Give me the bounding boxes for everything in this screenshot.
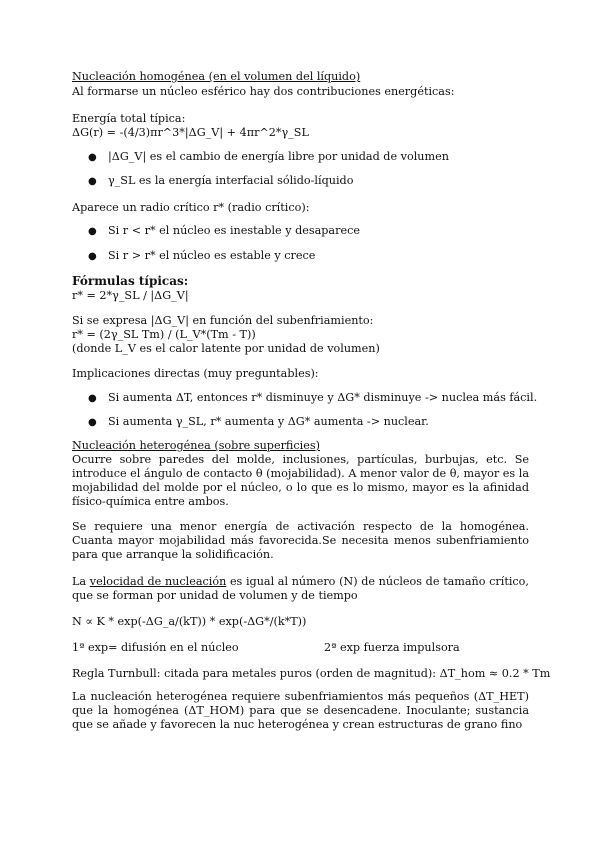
exp1-text: 1ª exp= difusión en el núcleo (72, 641, 239, 654)
exp-row (72, 641, 460, 655)
bullet-dot: ● (88, 226, 97, 237)
nucleation-rate-term: velocidad de nucleación (89, 575, 227, 588)
para-contact-angle: Ocurre sobre paredes del molde, inclusiones, partículas, burbujas, etc. Se introduce el ángulo de contacto θ (mojabilidad). A menor valor de θ, mayor es la mojabilidad del molde por el núcleo, o lo que es lo mismo, mayor es la afinidad físico-química entre ambos. (72, 453, 529, 508)
bullet-deltagv: |ΔG_V| es el cambio de energía libre por unidad de volumen (108, 150, 449, 163)
bullet-dot: ● (88, 152, 97, 163)
energy-formula: ΔG(r) = -(4/3)πr^3*|ΔG_V| + 4πr^2*γ_SL (72, 126, 309, 139)
formulas-title: Fórmulas típicas: (72, 274, 189, 288)
implications-title: Implicaciones directas (muy preguntables): (72, 367, 319, 380)
section-title-heterogeneous: Nucleación heterogénea (sobre superficies) (72, 439, 320, 452)
latent-heat-note: (donde L_V es el calor latente por unidad de volumen) (72, 342, 380, 355)
critical-radius-text: Aparece un radio crítico r* (radio crítico): (72, 201, 310, 214)
bullet-dot: ● (88, 251, 97, 262)
para-nucleation-rate (72, 575, 529, 603)
intro-text: Al formarse un núcleo esférico hay dos contribuciones energéticas: (72, 85, 455, 98)
bullet-dot: ● (88, 417, 97, 428)
exp2-text: 2ª exp fuerza impulsora (324, 641, 460, 654)
formula-r1: r* = 2*γ_SL / |ΔG_V| (72, 289, 189, 302)
bullet-stable: Si r > r* el núcleo es estable y crece (108, 249, 316, 262)
para-undercooling: La nucleación heterogénea requiere subenfriamientos más pequeños (ΔT_HET) que la homogénea (ΔT_HOM) para que se desencadene. Inoculante; sustancia que se añade y favorecen la nuc heterogénea y crean estructuras de grano fino (72, 690, 529, 731)
para3-post: es igual al número (N) de núcleos de tamaño crítico, que se forman por unidad de volumen y de tiempo (72, 575, 529, 602)
bullet-gamma-increase: Si aumenta γ_SL, r* aumenta y ΔG* aumenta -> nuclear. (108, 415, 429, 428)
bullet-deltat: Si aumenta ΔT, entonces r* disminuye y ΔG* disminuye -> nuclea más fácil. (108, 391, 538, 404)
bullet-unstable: Si r < r* el núcleo es inestable y desaparece (108, 224, 360, 237)
express-text: Si se expresa |ΔG_V| en función del subenfriamiento: (72, 314, 374, 327)
rate-formula: N ∝ K * exp(-ΔG_a/(kT)) * exp(-ΔG*/(k*T)) (72, 615, 307, 628)
bullet-dot: ● (88, 393, 97, 404)
section-title-homogeneous: Nucleación homogénea (en el volumen del líquido) (72, 70, 361, 83)
bullet-dot: ● (88, 176, 97, 187)
formula-r2: r* = (2γ_SL Tm) / (L_V*(Tm - T)) (72, 328, 256, 341)
para3-pre: La (72, 575, 87, 588)
energy-label: Energía total típica: (72, 112, 186, 125)
para-activation-energy: Se requiere una menor energía de activación respecto de la homogénea. Cuanta mayor mojabilidad más favorecida.Se necesita menos subenfriamiento para que arranque la solidificación. (72, 520, 529, 561)
turnbull-rule: Regla Turnbull: citada para metales puros (orden de magnitud): ΔT_hom ≈ 0.2 * Tm (72, 667, 551, 680)
bullet-gamma: γ_SL es la energía interfacial sólido-líquido (108, 174, 354, 187)
